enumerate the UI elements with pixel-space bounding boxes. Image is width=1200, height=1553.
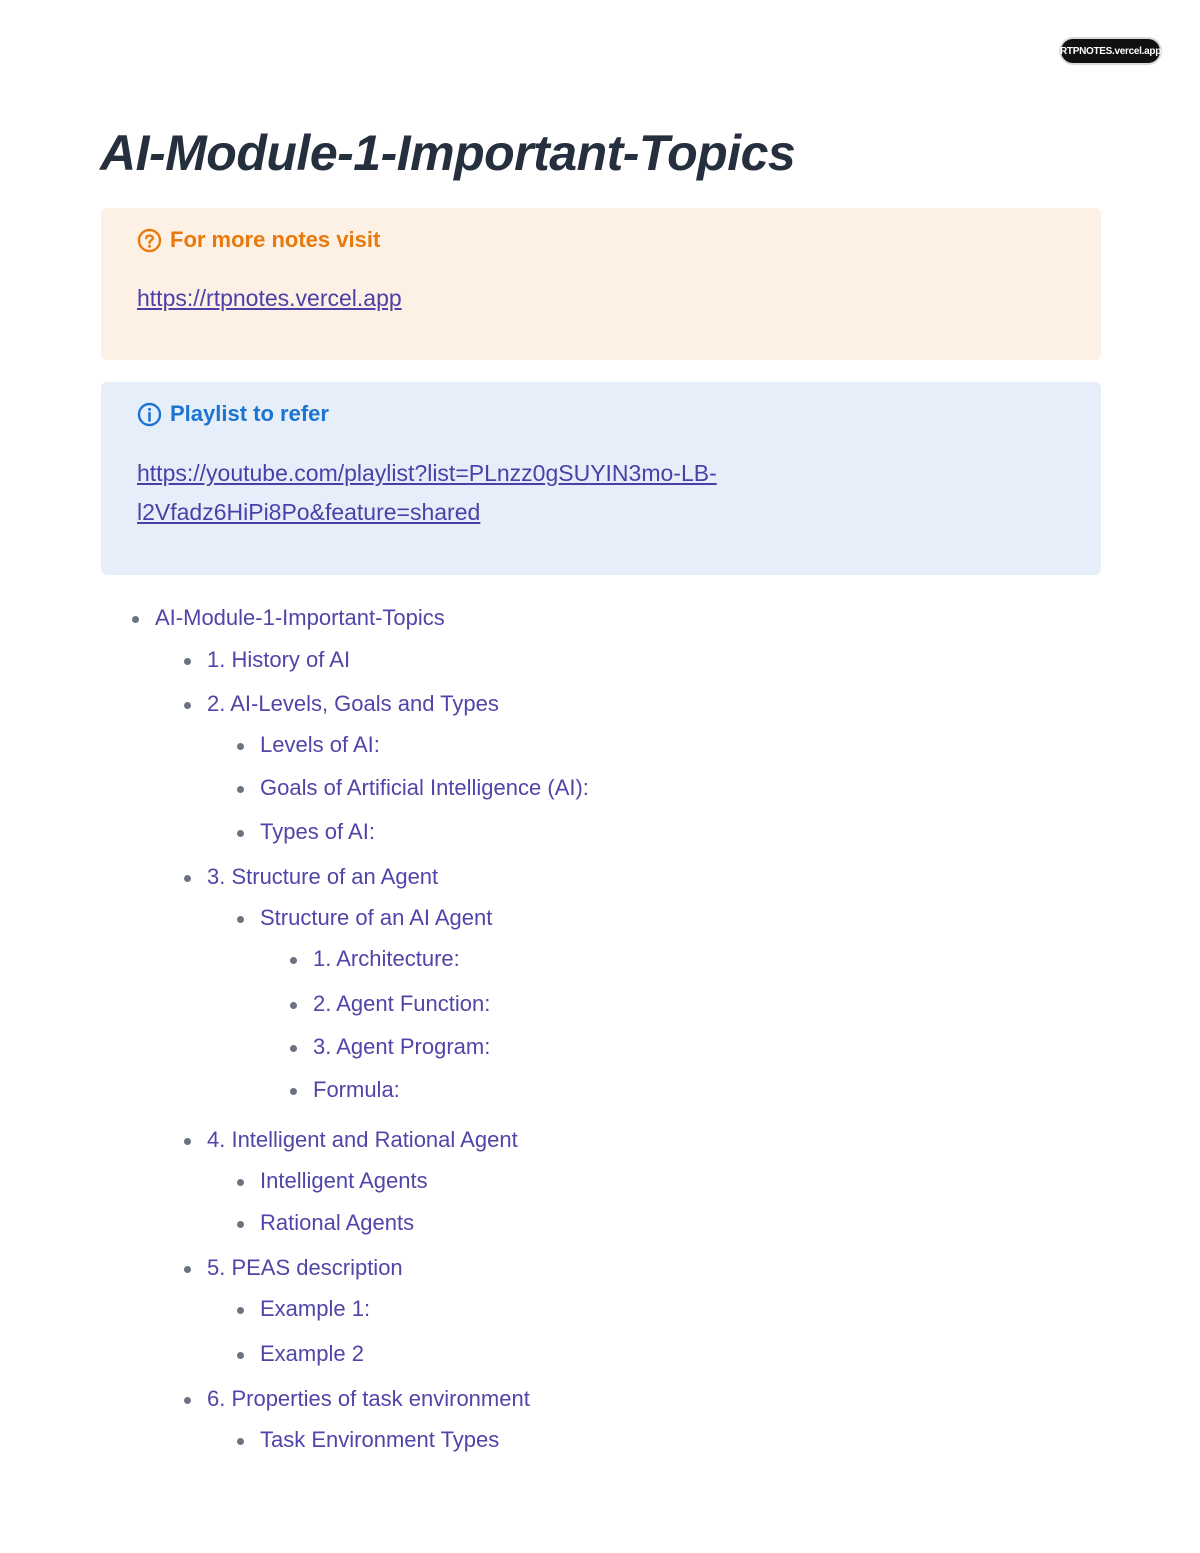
toc-item[interactable]: 2. Agent Function: — [313, 989, 490, 1019]
toc-item[interactable]: Types of AI: — [260, 817, 375, 847]
site-badge: RTPNOTES.vercel.app — [1061, 39, 1160, 63]
toc-item[interactable]: Structure of an AI Agent — [260, 903, 492, 933]
toc-item[interactable]: Rational Agents — [260, 1208, 414, 1238]
toc-item[interactable]: 3. Agent Program: — [313, 1032, 490, 1062]
toc-item[interactable]: Example 2 — [260, 1339, 364, 1369]
page-title: AI-Module-1-Important-Topics — [100, 125, 796, 181]
notes-link[interactable]: https://rtpnotes.vercel.app — [137, 285, 402, 311]
toc-item[interactable]: Formula: — [313, 1075, 400, 1105]
toc-item[interactable]: Task Environment Types — [260, 1425, 499, 1455]
toc-item[interactable]: 1. History of AI — [207, 645, 350, 675]
toc-item[interactable]: 6. Properties of task environment — [207, 1384, 530, 1414]
playlist-link-line-1: https://youtube.com/playlist?list=PLnzz0gSUYIN3mo-LB- — [137, 460, 717, 486]
question-circle-icon — [137, 228, 162, 253]
toc-item[interactable]: Example 1: — [260, 1294, 370, 1324]
info-circle-icon — [137, 402, 162, 427]
playlist-callout-heading — [137, 401, 329, 427]
notes-callout-heading-text: For more notes visit — [170, 227, 381, 252]
playlist-link[interactable] — [137, 454, 777, 532]
toc-item[interactable]: 3. Structure of an Agent — [207, 862, 438, 892]
toc-item[interactable]: 4. Intelligent and Rational Agent — [207, 1125, 518, 1155]
toc-item[interactable]: 5. PEAS description — [207, 1253, 403, 1283]
toc-item[interactable]: 1. Architecture: — [313, 944, 460, 974]
toc-item[interactable]: Levels of AI: — [260, 730, 380, 760]
notes-callout — [101, 208, 1101, 360]
playlist-callout-heading-text: Playlist to refer — [170, 401, 329, 426]
toc-item[interactable]: Intelligent Agents — [260, 1166, 428, 1196]
toc-item[interactable]: 2. AI-Levels, Goals and Types — [207, 689, 499, 719]
playlist-callout — [101, 382, 1101, 575]
playlist-link-line-2: l2Vfadz6HiPi8Po&feature=shared — [137, 499, 481, 525]
toc-item[interactable]: AI-Module-1-Important-Topics — [155, 603, 445, 633]
notes-callout-heading — [137, 227, 380, 253]
toc-item[interactable]: Goals of Artificial Intelligence (AI): — [260, 773, 589, 803]
